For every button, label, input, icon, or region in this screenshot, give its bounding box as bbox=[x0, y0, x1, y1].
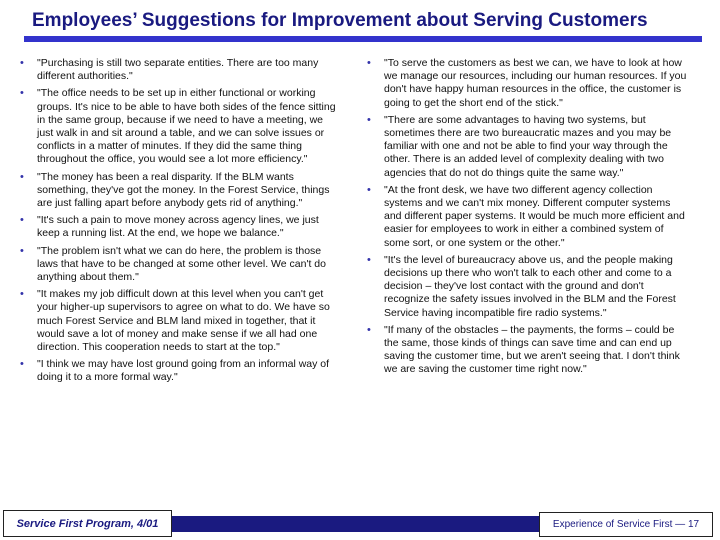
bullet-icon: • bbox=[20, 170, 24, 183]
list-item bbox=[367, 184, 689, 250]
bullet-icon: • bbox=[367, 253, 371, 266]
bullet-icon: • bbox=[367, 183, 371, 196]
right-column bbox=[367, 57, 689, 381]
list-item bbox=[367, 254, 689, 320]
slide-title: Employees’ Suggestions for Improvement about Serving Customers bbox=[32, 10, 648, 31]
bullet-text: "It's the level of bureaucracy above us, and the people making decisions up there who won't talk to each other and come to a decision – they've lost contact with the ground and don't recognize the safety issues involved in the BLM and the Forest Service having incompatible fire radio systems." bbox=[384, 253, 676, 319]
title-underline-bar bbox=[24, 36, 702, 42]
list-item bbox=[20, 171, 342, 211]
bullet-icon: • bbox=[20, 358, 24, 371]
list-item bbox=[20, 214, 342, 240]
left-column bbox=[20, 57, 342, 389]
bullet-icon: • bbox=[367, 113, 371, 126]
bullet-text: "At the front desk, we have two different agency collection systems and we can't mix money. Different computer systems and different paper systems. It would be much more efficient and easier for employees to work in either a combined system of some sort, or one system or the other." bbox=[384, 183, 685, 249]
bullet-text: "The money has been a real disparity. If the BLM wants something, they've got the money. In the Forest Service, things are just falling apart before anybody gets rid of anything." bbox=[37, 170, 330, 210]
bullet-text: "Purchasing is still two separate entities. There are too many different authorities." bbox=[37, 57, 319, 83]
bullet-text: "The problem isn't what we can do here, the problem is those laws that have to be changed at some other level. We can't do anything about them." bbox=[37, 244, 326, 284]
bullet-icon: • bbox=[20, 87, 24, 100]
bullet-text: "It's such a pain to move money across agency lines, we just keep a running list. At the end, we hope we balance." bbox=[37, 214, 319, 240]
bullet-text: "It makes my job difficult down at this level when you can't get your higher-up supervisors to agree on what to do. We have so much Forest Service and BLM land mixed in together, that it would save a lot of money and make sense if we all had one direction. This cooperation needs to start at the top." bbox=[37, 288, 330, 354]
bullet-icon: • bbox=[20, 57, 24, 69]
list-item bbox=[367, 324, 689, 377]
bullet-icon: • bbox=[20, 288, 24, 301]
bullet-icon: • bbox=[20, 214, 24, 227]
bullet-icon: • bbox=[367, 323, 371, 336]
bullet-text: "I think we may have lost ground going from an informal way of doing it to a more formal way." bbox=[37, 358, 330, 384]
bullet-text: "The office needs to be set up in either functional or working groups. It's nice to be able to have both sides of the fence sitting in the same group, because if we need to have a meeting, we just walk in and sit around a table, and we can solve issues or conflicts in a matter of minutes. If they did the same thing throughout the office, you would see a lot more efficiency." bbox=[37, 87, 336, 166]
footer-page-label: Experience of Service First — 17 bbox=[539, 512, 713, 537]
footer-program-label: Service First Program, 4/01 bbox=[3, 510, 172, 537]
bullet-icon: • bbox=[20, 244, 24, 257]
list-item bbox=[20, 245, 342, 285]
bullet-text: "To serve the customers as best we can, we have to look at how we manage our resources, including our human resources. If you don't have happy human resources in the office, the customer is going to get the short end of the stick." bbox=[384, 57, 687, 109]
list-item bbox=[367, 114, 689, 180]
list-item bbox=[20, 288, 342, 354]
bullet-icon: • bbox=[367, 57, 371, 69]
bullet-text: "If many of the obstacles – the payments, the forms – could be the same, those kinds of things can save time and can end up saving the customer time, but we aren't seeing that. I don't think we are saving the customer time right now." bbox=[384, 323, 680, 376]
footer-bar bbox=[172, 516, 539, 532]
bullet-text: "There are some advantages to having two systems, but sometimes there are two bureaucratic mazes and you may be familiar with one and not be able to find your way through the other. There is an added level of complexity dealing with two agencies that do not do things quite the same way." bbox=[384, 113, 672, 179]
list-item bbox=[367, 57, 689, 110]
list-item bbox=[20, 57, 342, 83]
list-item bbox=[20, 87, 342, 166]
list-item bbox=[20, 358, 342, 384]
